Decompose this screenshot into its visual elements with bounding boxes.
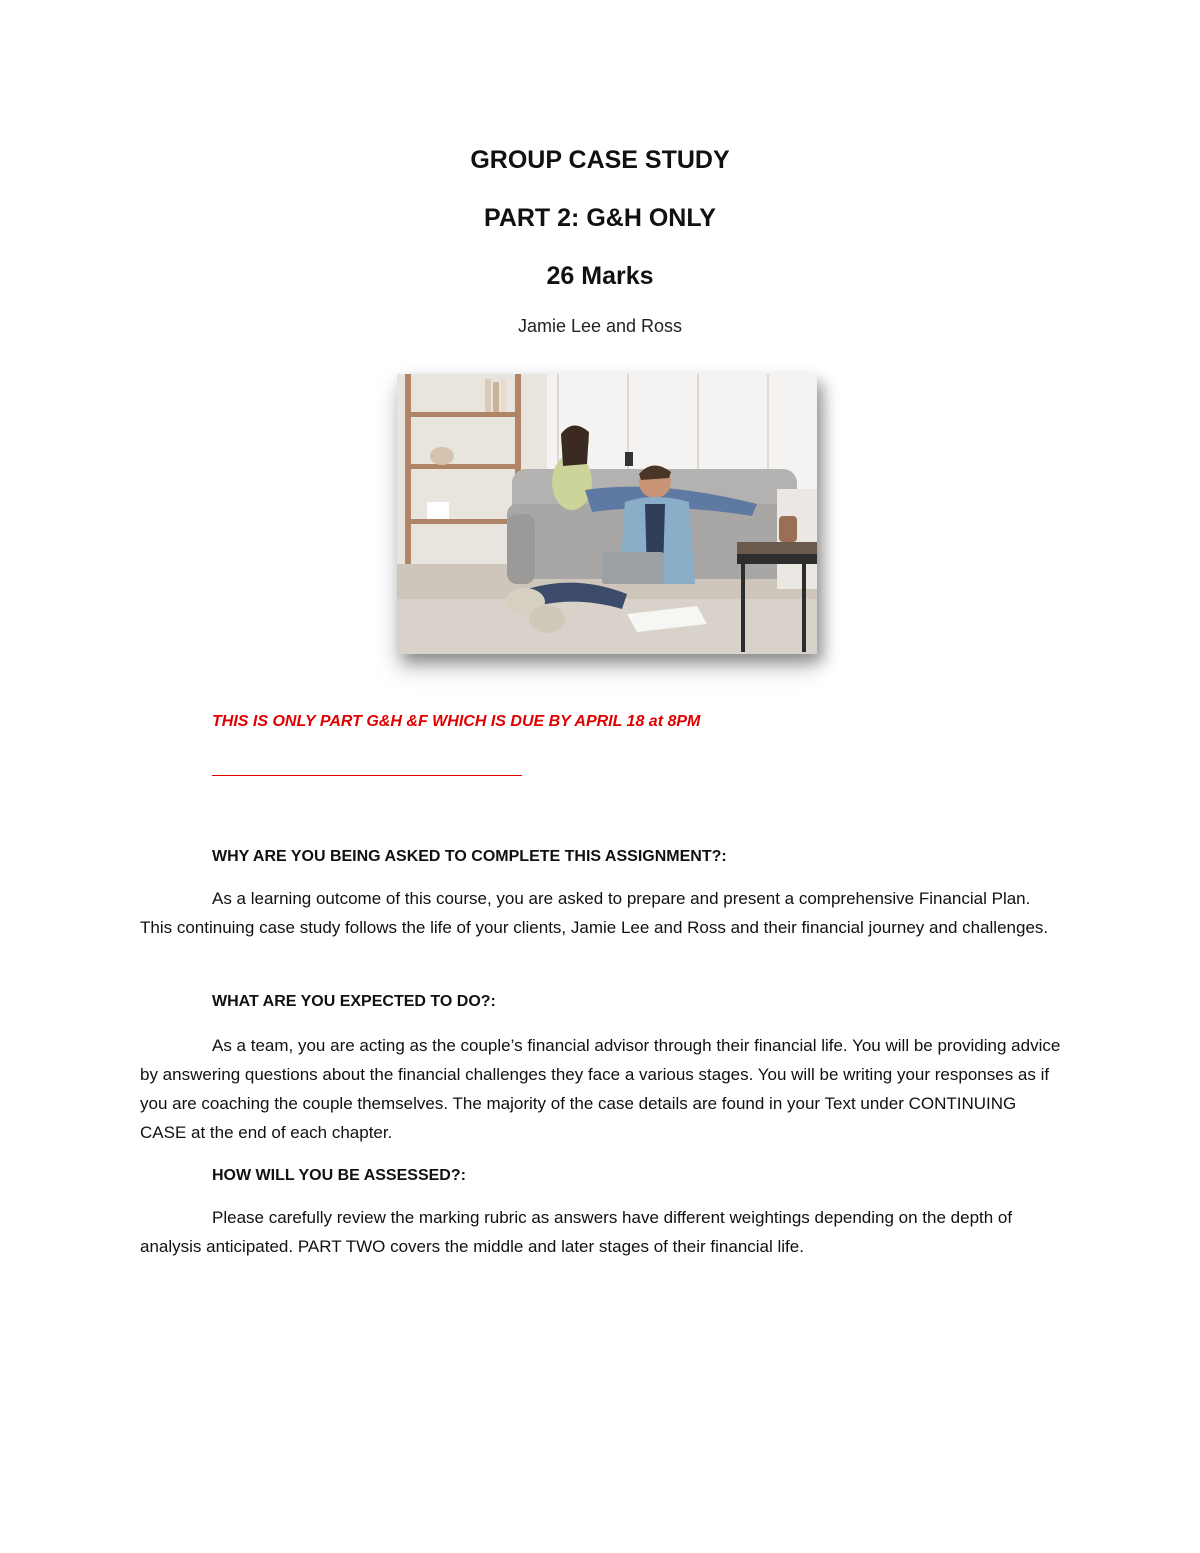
part-title: PART 2: G&H ONLY bbox=[484, 204, 716, 232]
section-body-how: Please carefully review the marking rubric as answers have different weightings depending on the depth of analysis anticipated. PART TWO covers the middle and later stages of their financial life. bbox=[140, 1208, 1013, 1256]
section-body-why: As a learning outcome of this course, you are asked to prepare and present a comprehensive Financial Plan. This continuing case study follows the life of your clients, Jamie Lee and Ross and their financial journey and challenges. bbox=[140, 889, 1049, 937]
due-underline bbox=[212, 775, 522, 776]
section-heading-how: HOW WILL YOU BE ASSESSED?: bbox=[212, 1167, 466, 1184]
due-notice: THIS IS ONLY PART G&H &F WHICH IS DUE BY APRIL 18 at 8PM bbox=[212, 713, 701, 730]
section-heading-what: WHAT ARE YOU EXPECTED TO DO?: bbox=[212, 993, 496, 1010]
cover-photo-illustration bbox=[397, 374, 817, 654]
cover-photo bbox=[397, 374, 817, 654]
clients-subtitle: Jamie Lee and Ross bbox=[517, 316, 683, 336]
document-title: GROUP CASE STUDY bbox=[470, 146, 730, 174]
marks-title: 26 Marks bbox=[546, 262, 654, 290]
section-heading-why: WHY ARE YOU BEING ASKED TO COMPLETE THIS ASSIGNMENT?: bbox=[212, 848, 727, 865]
section-body-what: As a team, you are acting as the couple’s financial advisor through their financial life. You will be providing advice by answering questions about the financial challenges they face a various stages. You will be writing your responses as if you are coaching the couple themselves. The majority of the case details are found in your Text under CONTINUING CASE at the end of each chapter. bbox=[140, 1036, 1061, 1142]
